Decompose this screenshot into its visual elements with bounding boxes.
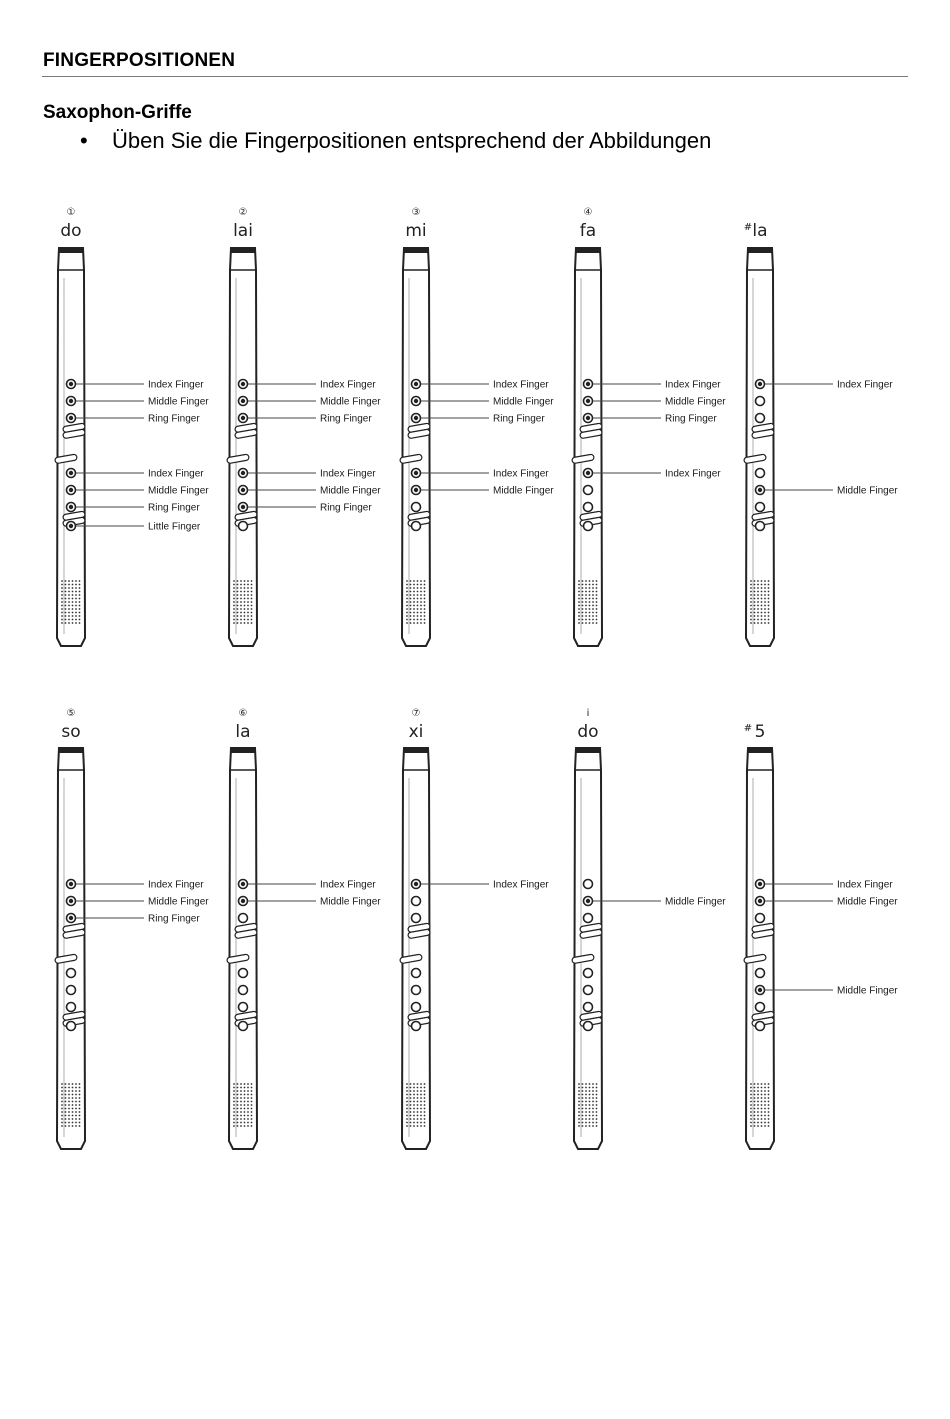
note-name: fa	[579, 221, 597, 241]
tone-hole	[584, 986, 593, 995]
tone-hole	[756, 969, 765, 978]
fingering-diagram	[55, 207, 210, 646]
mouthpiece-cap	[231, 248, 255, 253]
covered-hole-dot	[69, 524, 73, 528]
covered-hole-dot	[586, 399, 590, 403]
tone-hole	[584, 914, 593, 923]
covered-hole-dot	[586, 416, 590, 420]
note-name: do	[60, 221, 82, 241]
finger-label: Index Finger	[837, 379, 893, 391]
finger-label: Middle Finger	[665, 396, 726, 408]
tone-hole	[584, 880, 593, 889]
tone-hole	[756, 503, 765, 512]
bullet-icon: •	[80, 128, 88, 153]
finger-label: Middle Finger	[493, 396, 554, 408]
tone-hole	[584, 486, 593, 495]
tone-hole	[239, 969, 248, 978]
sharp-sign: #	[743, 723, 753, 734]
finger-label: Ring Finger	[148, 913, 200, 925]
covered-hole-dot	[69, 399, 73, 403]
instrument-body	[57, 248, 85, 646]
instruction-text: Üben Sie die Fingerpositionen entsprechend der Abbildungen	[112, 128, 712, 153]
tone-hole	[584, 1022, 593, 1031]
tone-hole	[756, 522, 765, 531]
note-name: so	[61, 722, 81, 742]
finger-label: Index Finger	[837, 879, 893, 891]
covered-hole-dot	[758, 488, 762, 492]
instrument-body	[574, 748, 602, 1149]
fingering-diagram	[572, 708, 727, 1149]
finger-label: Index Finger	[493, 379, 549, 391]
covered-hole-dot	[69, 471, 73, 475]
finger-label: Index Finger	[665, 468, 721, 480]
mouthpiece-cap	[231, 748, 255, 753]
finger-label: Index Finger	[493, 468, 549, 480]
page-title: FINGERPOSITIONEN	[43, 50, 236, 71]
note-name: 5	[754, 722, 766, 742]
tone-hole	[756, 914, 765, 923]
covered-hole-dot	[241, 505, 245, 509]
tone-hole	[756, 1022, 765, 1031]
mouthpiece-cap	[59, 248, 83, 253]
finger-label: Little Finger	[148, 521, 201, 533]
tone-hole	[584, 522, 593, 531]
covered-hole-dot	[414, 399, 418, 403]
finger-label: Index Finger	[148, 468, 204, 480]
finger-label: Middle Finger	[148, 485, 209, 497]
finger-label: Ring Finger	[493, 413, 545, 425]
tone-hole	[412, 503, 421, 512]
tone-hole	[67, 1003, 76, 1012]
finger-label: Middle Finger	[320, 396, 381, 408]
covered-hole-dot	[241, 488, 245, 492]
covered-hole-dot	[241, 382, 245, 386]
mouthpiece-cap	[576, 748, 600, 753]
finger-label: Middle Finger	[837, 896, 898, 908]
covered-hole-dot	[69, 899, 73, 903]
covered-hole-dot	[69, 488, 73, 492]
fingering-diagram	[227, 708, 382, 1149]
note-name: mi	[405, 221, 427, 241]
finger-label: Ring Finger	[148, 413, 200, 425]
mouthpiece-cap	[748, 748, 772, 753]
note-number: ⑥	[238, 708, 248, 719]
note-number: ③	[411, 207, 421, 218]
instrument-body	[229, 748, 257, 1149]
covered-hole-dot	[758, 882, 762, 886]
finger-label: Middle Finger	[493, 485, 554, 497]
covered-hole-dot	[241, 471, 245, 475]
covered-hole-dot	[758, 988, 762, 992]
instrument-body	[57, 748, 85, 1149]
note-number: ⑤	[66, 708, 76, 719]
note-name: lai	[233, 221, 253, 241]
tone-hole	[239, 986, 248, 995]
tone-hole	[756, 397, 765, 406]
finger-label: Middle Finger	[837, 485, 898, 497]
instrument-body	[229, 248, 257, 646]
tone-hole	[67, 969, 76, 978]
finger-label: Index Finger	[320, 379, 376, 391]
tone-hole	[239, 1003, 248, 1012]
fingering-diagram	[744, 722, 899, 1149]
fingering-diagram	[55, 708, 210, 1149]
instrument-body	[746, 248, 774, 646]
note-name: la	[752, 221, 768, 241]
tone-hole	[239, 1022, 248, 1031]
covered-hole-dot	[414, 471, 418, 475]
covered-hole-dot	[69, 916, 73, 920]
finger-label: Index Finger	[148, 879, 204, 891]
fingering-diagram	[744, 221, 899, 646]
covered-hole-dot	[414, 882, 418, 886]
covered-hole-dot	[69, 416, 73, 420]
tone-hole	[756, 1003, 765, 1012]
finger-label: Index Finger	[493, 879, 549, 891]
note-number: ⑦	[411, 708, 421, 719]
covered-hole-dot	[241, 882, 245, 886]
finger-label: Index Finger	[320, 468, 376, 480]
covered-hole-dot	[69, 382, 73, 386]
tone-hole	[412, 1022, 421, 1031]
mouthpiece-cap	[748, 248, 772, 253]
fingering-diagram	[227, 207, 382, 646]
sharp-sign: #	[743, 222, 753, 233]
covered-hole-dot	[586, 382, 590, 386]
note-number: ②	[238, 207, 248, 218]
covered-hole-dot	[414, 382, 418, 386]
covered-hole-dot	[414, 488, 418, 492]
tone-hole	[67, 1022, 76, 1031]
finger-label: Index Finger	[320, 879, 376, 891]
finger-label: Index Finger	[148, 379, 204, 391]
finger-label: Ring Finger	[320, 413, 372, 425]
section-title: Saxophon-Griffe	[43, 102, 192, 123]
tone-hole	[584, 1003, 593, 1012]
instrument-body	[746, 748, 774, 1149]
finger-label: Middle Finger	[320, 485, 381, 497]
mouthpiece-cap	[576, 248, 600, 253]
covered-hole-dot	[586, 899, 590, 903]
covered-hole-dot	[241, 399, 245, 403]
note-number: i	[586, 708, 590, 719]
note-name: xi	[408, 722, 424, 742]
fingering-diagram	[572, 207, 727, 646]
tone-hole	[67, 986, 76, 995]
tone-hole	[584, 969, 593, 978]
tone-hole	[412, 1003, 421, 1012]
note-number: ④	[583, 207, 593, 218]
instrument-body	[402, 748, 430, 1149]
covered-hole-dot	[758, 382, 762, 386]
covered-hole-dot	[586, 471, 590, 475]
tone-hole	[412, 969, 421, 978]
note-name: la	[235, 722, 251, 742]
tone-hole	[412, 897, 421, 906]
covered-hole-dot	[758, 899, 762, 903]
mouthpiece-cap	[59, 748, 83, 753]
covered-hole-dot	[69, 505, 73, 509]
finger-label: Middle Finger	[148, 896, 209, 908]
covered-hole-dot	[414, 416, 418, 420]
tone-hole	[239, 522, 248, 531]
finger-label: Middle Finger	[837, 985, 898, 997]
tone-hole	[584, 503, 593, 512]
fingering-diagram	[400, 207, 555, 646]
note-name: do	[577, 722, 599, 742]
mouthpiece-cap	[404, 248, 428, 253]
finger-label: Middle Finger	[665, 896, 726, 908]
instrument-body	[574, 248, 602, 646]
finger-label: Ring Finger	[148, 502, 200, 514]
finger-label: Index Finger	[665, 379, 721, 391]
covered-hole-dot	[241, 899, 245, 903]
instrument-body	[402, 248, 430, 646]
finger-label: Middle Finger	[320, 896, 381, 908]
covered-hole-dot	[69, 882, 73, 886]
tone-hole	[412, 522, 421, 531]
tone-hole	[756, 469, 765, 478]
note-number: ①	[66, 207, 76, 218]
finger-label: Ring Finger	[320, 502, 372, 514]
tone-hole	[412, 914, 421, 923]
finger-label: Middle Finger	[148, 396, 209, 408]
tone-hole	[239, 914, 248, 923]
mouthpiece-cap	[404, 748, 428, 753]
fingering-diagram	[400, 708, 550, 1149]
finger-label: Ring Finger	[665, 413, 717, 425]
covered-hole-dot	[241, 416, 245, 420]
tone-hole	[756, 414, 765, 423]
tone-hole	[412, 986, 421, 995]
